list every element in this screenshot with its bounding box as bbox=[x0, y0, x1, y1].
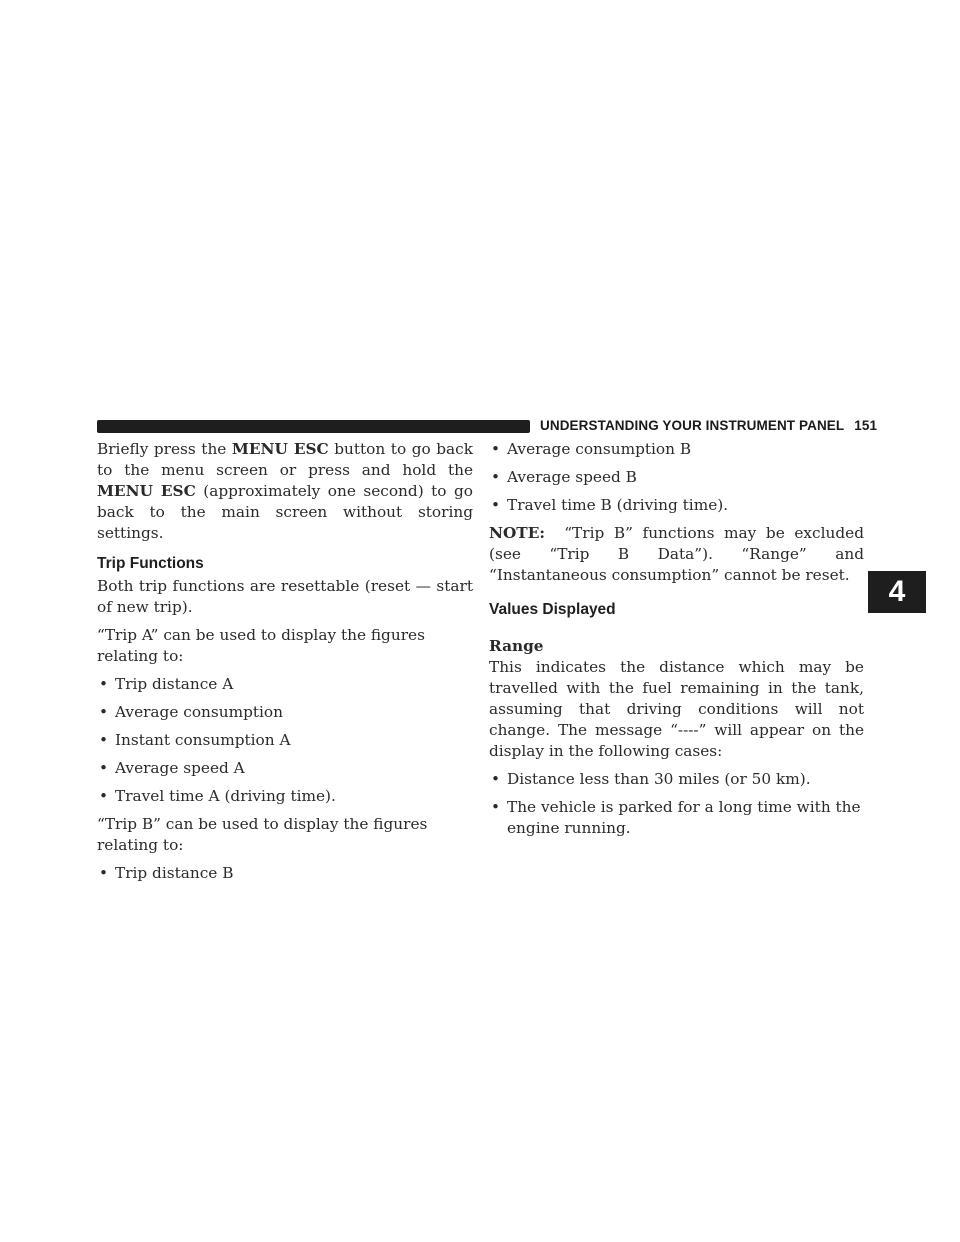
note-text: “Trip B” functions may be excluded (see “Trip B Data”). “Range” and “Instantaneous consumption” cannot be reset. bbox=[489, 524, 864, 584]
intro-paragraph bbox=[97, 439, 473, 544]
range-list bbox=[489, 769, 864, 839]
intro-text-3: (approximately one second) to go back to the main screen without storing settings. bbox=[97, 482, 473, 542]
list-item-text: The vehicle is parked for a long time with the engine running. bbox=[507, 798, 861, 837]
trip-functions-heading: Trip Functions bbox=[97, 555, 204, 572]
bullet: • bbox=[99, 703, 109, 721]
trip-b-intro: “Trip B” can be used to display the figures relating to: bbox=[97, 815, 428, 854]
range-description: This indicates the distance which may be travelled with the fuel remaining in the tank, assuming that driving conditions will not change. The message “----” will appear on the display in the following cases: bbox=[489, 658, 864, 760]
list-item-text: Travel time A (driving time). bbox=[115, 787, 336, 805]
list-item-text: Instant consumption A bbox=[115, 731, 291, 749]
note-paragraph bbox=[489, 523, 864, 586]
section-title: UNDERSTANDING YOUR INSTRUMENT PANEL bbox=[540, 418, 845, 433]
trip-a-intro: “Trip A” can be used to display the figures relating to: bbox=[97, 626, 425, 665]
running-header bbox=[540, 418, 878, 433]
trip-b-list-left bbox=[97, 863, 473, 884]
header-rule bbox=[97, 420, 530, 433]
list-item bbox=[97, 758, 473, 779]
list-item bbox=[489, 439, 864, 460]
list-item-text: Distance less than 30 miles (or 50 km). bbox=[507, 770, 811, 788]
trip-functions-description: Both trip functions are resettable (reset — start of new trip). bbox=[97, 577, 473, 616]
bullet: • bbox=[491, 468, 501, 486]
list-item-text: Travel time B (driving time). bbox=[507, 496, 729, 514]
trip-a-list bbox=[97, 674, 473, 807]
bullet: • bbox=[491, 770, 501, 788]
list-item-text: Trip distance B bbox=[115, 864, 234, 882]
list-item bbox=[489, 797, 864, 839]
list-item bbox=[97, 674, 473, 695]
bullet: • bbox=[99, 731, 109, 749]
trip-b-list-right bbox=[489, 439, 864, 516]
values-displayed-heading: Values Displayed bbox=[489, 601, 616, 618]
list-item bbox=[97, 730, 473, 751]
list-item-text: Trip distance A bbox=[115, 675, 234, 693]
bullet: • bbox=[99, 759, 109, 777]
page-number: 151 bbox=[854, 418, 878, 433]
list-item bbox=[97, 786, 473, 807]
intro-text-1: Briefly press the bbox=[97, 440, 232, 458]
bullet: • bbox=[99, 675, 109, 693]
menu-esc-label-2: MENU ESC bbox=[97, 482, 196, 500]
bullet: • bbox=[491, 496, 501, 514]
menu-esc-label-1: MENU ESC bbox=[231, 440, 329, 458]
bullet: • bbox=[99, 787, 109, 805]
list-item bbox=[489, 495, 864, 516]
list-item-text: Average consumption bbox=[115, 703, 283, 721]
intro-text-2: button to go back to the menu screen or press and hold the bbox=[97, 440, 473, 479]
list-item bbox=[97, 702, 473, 723]
list-item-text: Average consumption B bbox=[507, 440, 692, 458]
list-item bbox=[489, 467, 864, 488]
range-heading: Range bbox=[489, 637, 544, 655]
right-column bbox=[489, 439, 864, 839]
note-label: NOTE: bbox=[489, 524, 545, 542]
list-item-text: Average speed A bbox=[115, 759, 245, 777]
list-item bbox=[97, 863, 473, 884]
list-item bbox=[489, 769, 864, 790]
bullet: • bbox=[491, 440, 501, 458]
bullet: • bbox=[99, 864, 109, 882]
bullet: • bbox=[491, 798, 501, 816]
list-item-text: Average speed B bbox=[507, 468, 637, 486]
left-column bbox=[97, 439, 473, 884]
chapter-tab: 4 bbox=[868, 571, 926, 613]
